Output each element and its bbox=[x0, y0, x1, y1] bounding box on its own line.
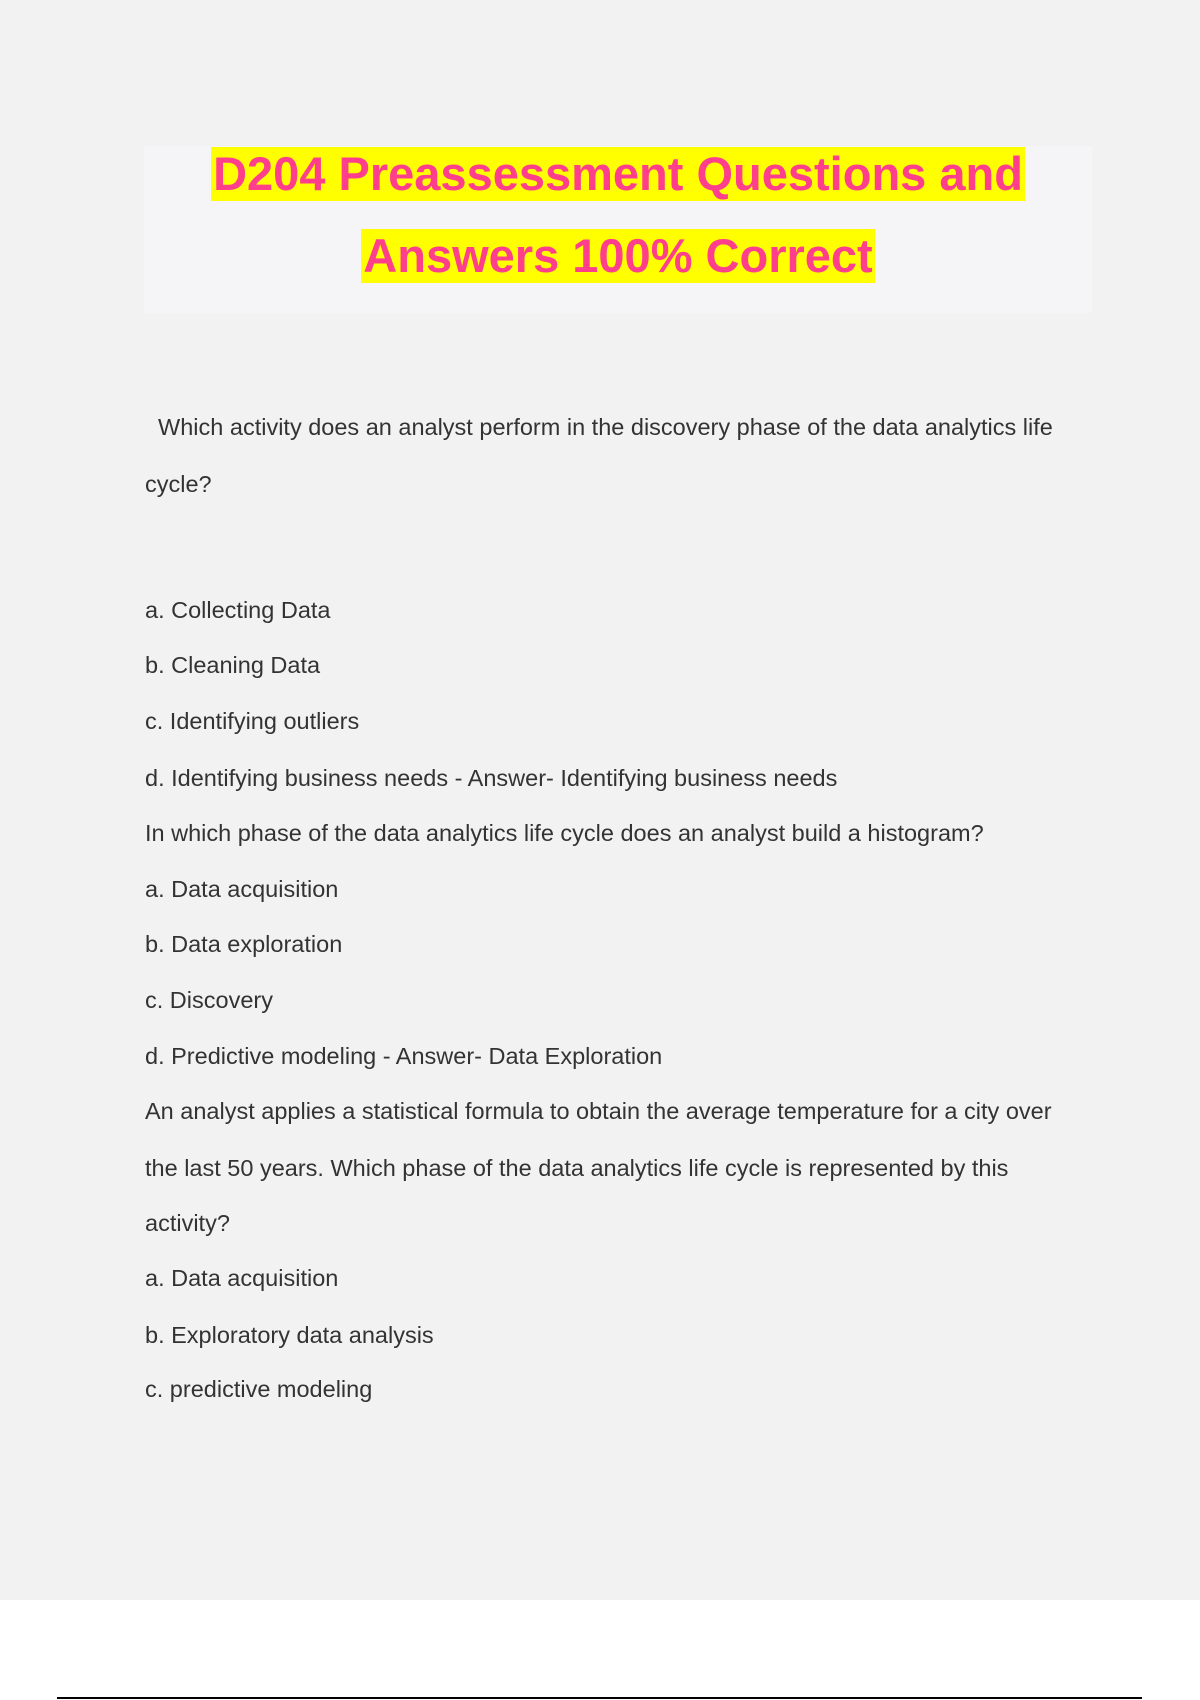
question-1-option-a: a. Collecting Data bbox=[145, 597, 331, 623]
question-1-option-d-answer: d. Identifying business needs - Answer- Identifying business needs bbox=[145, 765, 838, 791]
question-3-option-a: a. Data acquisition bbox=[145, 1265, 339, 1291]
question-1-option-c: c. Identifying outliers bbox=[145, 708, 360, 734]
question-2-text: In which phase of the data analytics life cycle does an analyst build a histogram? bbox=[145, 820, 984, 846]
question-2-option-d-answer: d. Predictive modeling - Answer- Data Exploration bbox=[145, 1043, 663, 1069]
question-3-text-line-3: activity? bbox=[145, 1210, 230, 1236]
document-title-line-1: D204 Preassessment Questions and bbox=[213, 147, 1023, 200]
question-1-text-line-1: Which activity does an analyst perform in the discovery phase of the data analytics life bbox=[145, 414, 1053, 440]
question-2-option-b: b. Data exploration bbox=[145, 931, 343, 957]
title-banner bbox=[144, 146, 1092, 313]
question-1-option-b: b. Cleaning Data bbox=[145, 652, 321, 678]
question-3-option-b: b. Exploratory data analysis bbox=[145, 1322, 434, 1348]
question-3-option-c: c. predictive modeling bbox=[145, 1376, 373, 1402]
question-2-option-c: c. Discovery bbox=[145, 987, 273, 1013]
question-3-text-line-2: the last 50 years. Which phase of the data analytics life cycle is represented by this bbox=[145, 1155, 1009, 1181]
question-2-option-a: a. Data acquisition bbox=[145, 876, 339, 902]
document-title-line-2: Answers 100% Correct bbox=[363, 229, 873, 282]
page-divider bbox=[57, 1697, 1142, 1699]
question-3-text-line-1: An analyst applies a statistical formula to obtain the average temperature for a city over bbox=[145, 1098, 1052, 1124]
question-1-text-line-2: cycle? bbox=[145, 471, 212, 497]
